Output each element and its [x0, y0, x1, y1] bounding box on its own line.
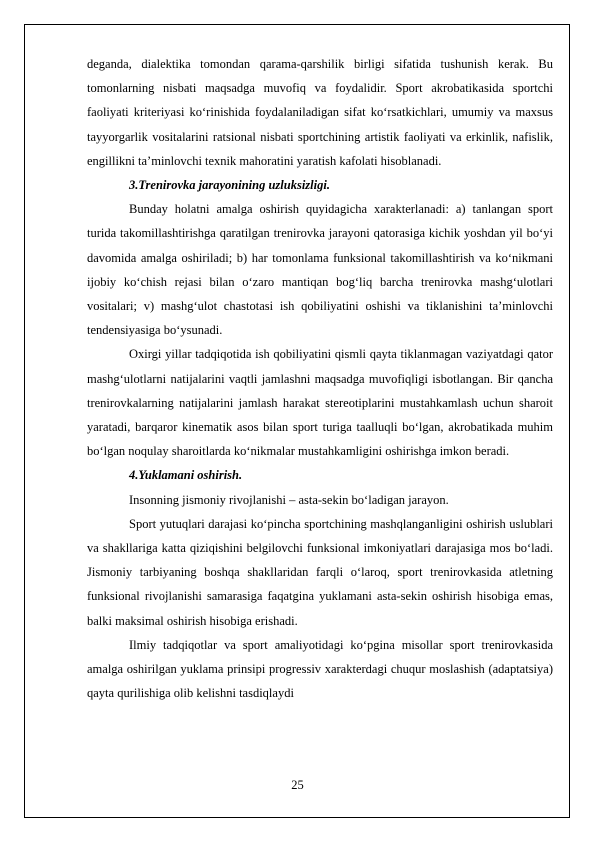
paragraph-scientific-research: Ilmiy tadqiqotlar va sport amaliyotidagi ko‘pgina misollar sport trenirovkasida amalga oshirilgan yuklama prinsipi progressiv xarakterdagi chuqur moslashish (adaptatsiya) qayta qurilishiga olib kelishni tasdiqlaydi	[87, 637, 553, 701]
document-body	[87, 52, 553, 705]
paragraph-continuation: deganda, dialektika tomondan qarama-qarshilik birligi sifatida tushunish kerak. Bu tomonlarning nisbati maqsadga muvofiq va foydalidir. Sport akrobatikasida sportchi faoliyati kriteriyasi ko‘rinishida foydalaniladigan sifat ko‘rsatkichlari, umumiy va maxsus tayyorgarlik vositalarini ratsional nisbati sportchining artistik faoliyati va erkinlik, nafislik, engillikni ta’minlovchi texnik mahoratini yaratish kafolati hisoblanadi.	[87, 57, 553, 168]
paragraph-sport-achievements: Sport yutuqlari darajasi ko‘pincha sportchining mashqlanganligini oshirish uslublari va shakllariga katta qiziqishini belgilovchi funksional imkoniyatlari darajasiga mos bo‘ladi. Jismoniy tarbiyaning boshqa shakllaridan farqli o‘laroq, sport trenirovkasida atletning funksional rivojlanishi samarasiga faqatgina yuklamani asta-sekin oshirish hisobiga emas, balki maksimal oshirish hisobiga erishadi.	[87, 516, 553, 628]
paragraph-physical-development: Insonning jismoniy rivojlanishi – asta-sekin bo‘ladigan jarayon.	[129, 492, 449, 507]
section-heading-continuity: 3.Trenirovka jarayonining uzluksizligi.	[129, 178, 330, 193]
section-heading-load-increase: 4.Yuklamani oshirish.	[129, 468, 243, 483]
page-number: 25	[291, 778, 304, 792]
paragraph-continuity-description: Bunday holatni amalga oshirish quyidagicha xarakterlanadi: a) tanlangan sport turida takomillashtirishga qaratilgan trenirovka jarayoni qatorasiga kichik yoshdan yil bo‘yi davomida amalga oshiriladi; b) har tomonlama funksional takomillashtirish va ko‘nikmani ijobiy ko‘chish rejasi bilan o‘zaro mantiqan bog‘liq barcha trenirovka mashg‘ulotlari vositalari; v) mashg‘ulot chastotasi ish qobiliyatini oshishi va tiklanishini ta’minlovchi tendensiyasiga bo‘ysunadi.	[87, 202, 553, 338]
paragraph-research-findings: Oxirgi yillar tadqiqotida ish qobiliyatini qismli qayta tiklanmagan vaziyatdagi qator mashg‘ulotlarni natijalarini vaqtli jamlashni maqsadga muvofiqligi isbotlangan. Bir qancha trenirovkalarning natijalarini jamlash harakat stereotiplarini mustahkamlash uchun sharoit yaratadi, barqaror kinematik asos bilan sport turiga taalluqli bo‘lgan, akrobatikada muhim bo‘lgan noqulay sharoitlarda ko‘nikmalar mustahkamligini oshirishga imkon beradi.	[87, 347, 553, 459]
